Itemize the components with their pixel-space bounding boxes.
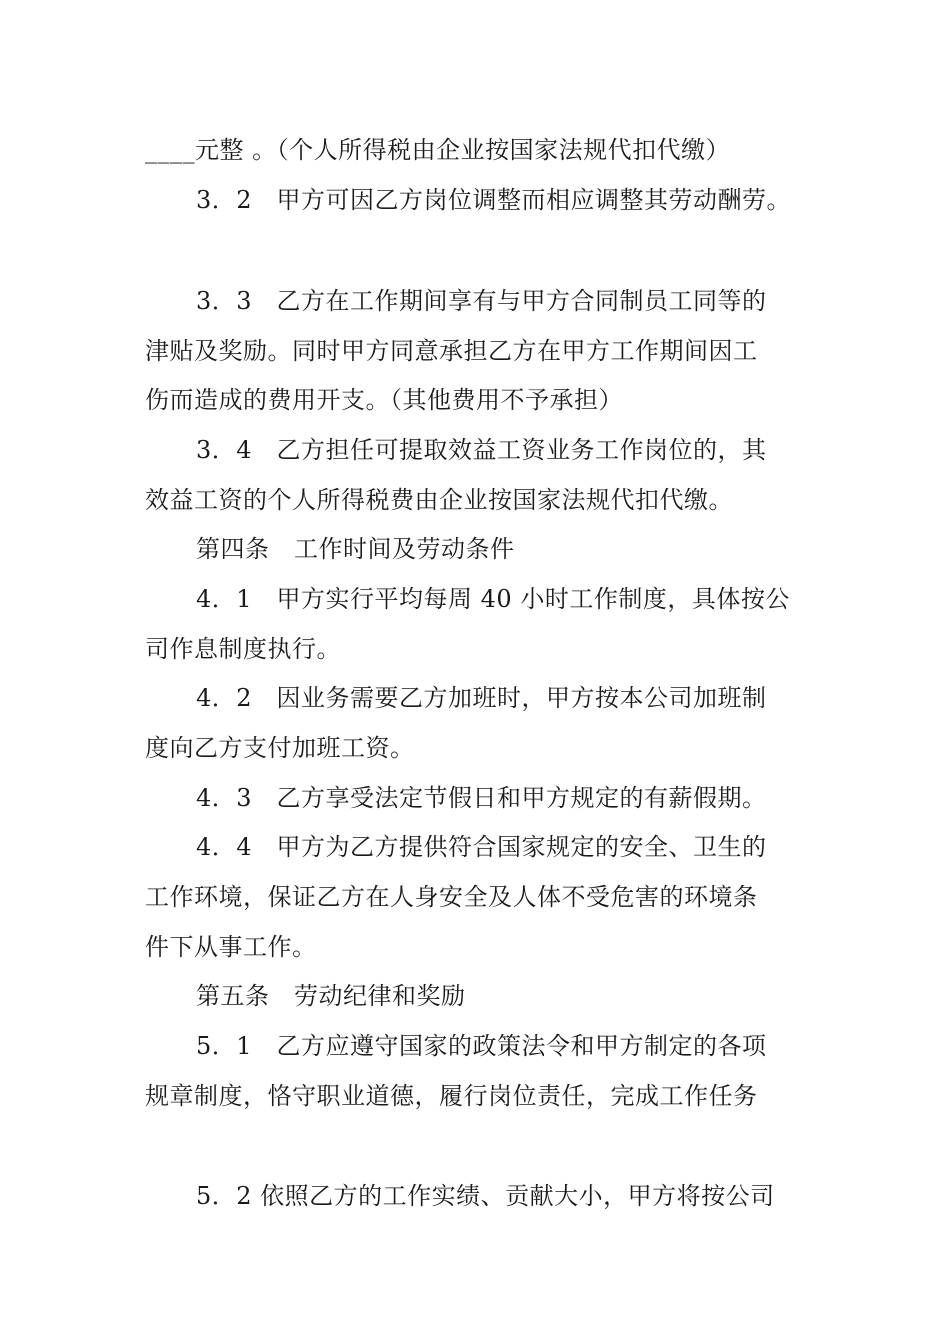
clause-4-1: 4．1 甲方实行平均每周 40 小时工作制度，具体按公	[196, 585, 790, 613]
article-4-heading: 第四条 工作时间及劳动条件	[196, 535, 515, 563]
text-line: 度向乙方支付加班工资。	[145, 734, 415, 762]
text-line: 司作息制度执行。	[145, 635, 341, 663]
clause-5-1: 5．1 乙方应遵守国家的政策法令和甲方制定的各项	[196, 1032, 767, 1060]
clause-4-3: 4．3 乙方享受法定节假日和甲方规定的有薪假期。	[196, 784, 767, 812]
clause-5-2: 5．2 依照乙方的工作实绩、贡献大小，甲方将按公司	[196, 1182, 775, 1210]
clause-3-3: 3．3 乙方在工作期间享有与甲方合同制员工同等的	[196, 287, 767, 315]
text-line: 津贴及奖励。同时甲方同意承担乙方在甲方工作期间因工	[145, 337, 758, 365]
clause-4-4: 4．4 甲方为乙方提供符合国家规定的安全、卫生的	[196, 833, 767, 861]
clause-3-4: 3．4 乙方担任可提取效益工资业务工作岗位的，其	[196, 436, 767, 464]
article-5-heading: 第五条 劳动纪律和奖励	[196, 982, 466, 1010]
clause-3-2: 3．2 甲方可因乙方岗位调整而相应调整其劳动酬劳。	[196, 186, 792, 214]
clause-4-2: 4．2 因业务需要乙方加班时，甲方按本公司加班制	[196, 684, 767, 712]
text-line: 效益工资的个人所得税费由企业按国家法规代扣代缴。	[145, 486, 733, 514]
text-line: 工作环境，保证乙方在人身安全及人体不受危害的环境条	[145, 883, 758, 911]
text-line: ____元整 。（个人所得税由企业按国家法规代扣代缴）	[145, 136, 731, 164]
text-line: 规章制度，恪守职业道德，履行岗位责任，完成工作任务	[145, 1082, 758, 1110]
text-line: 伤而造成的费用开支。（其他费用不予承担）	[145, 386, 623, 414]
text-line: 件下从事工作。	[145, 933, 317, 961]
